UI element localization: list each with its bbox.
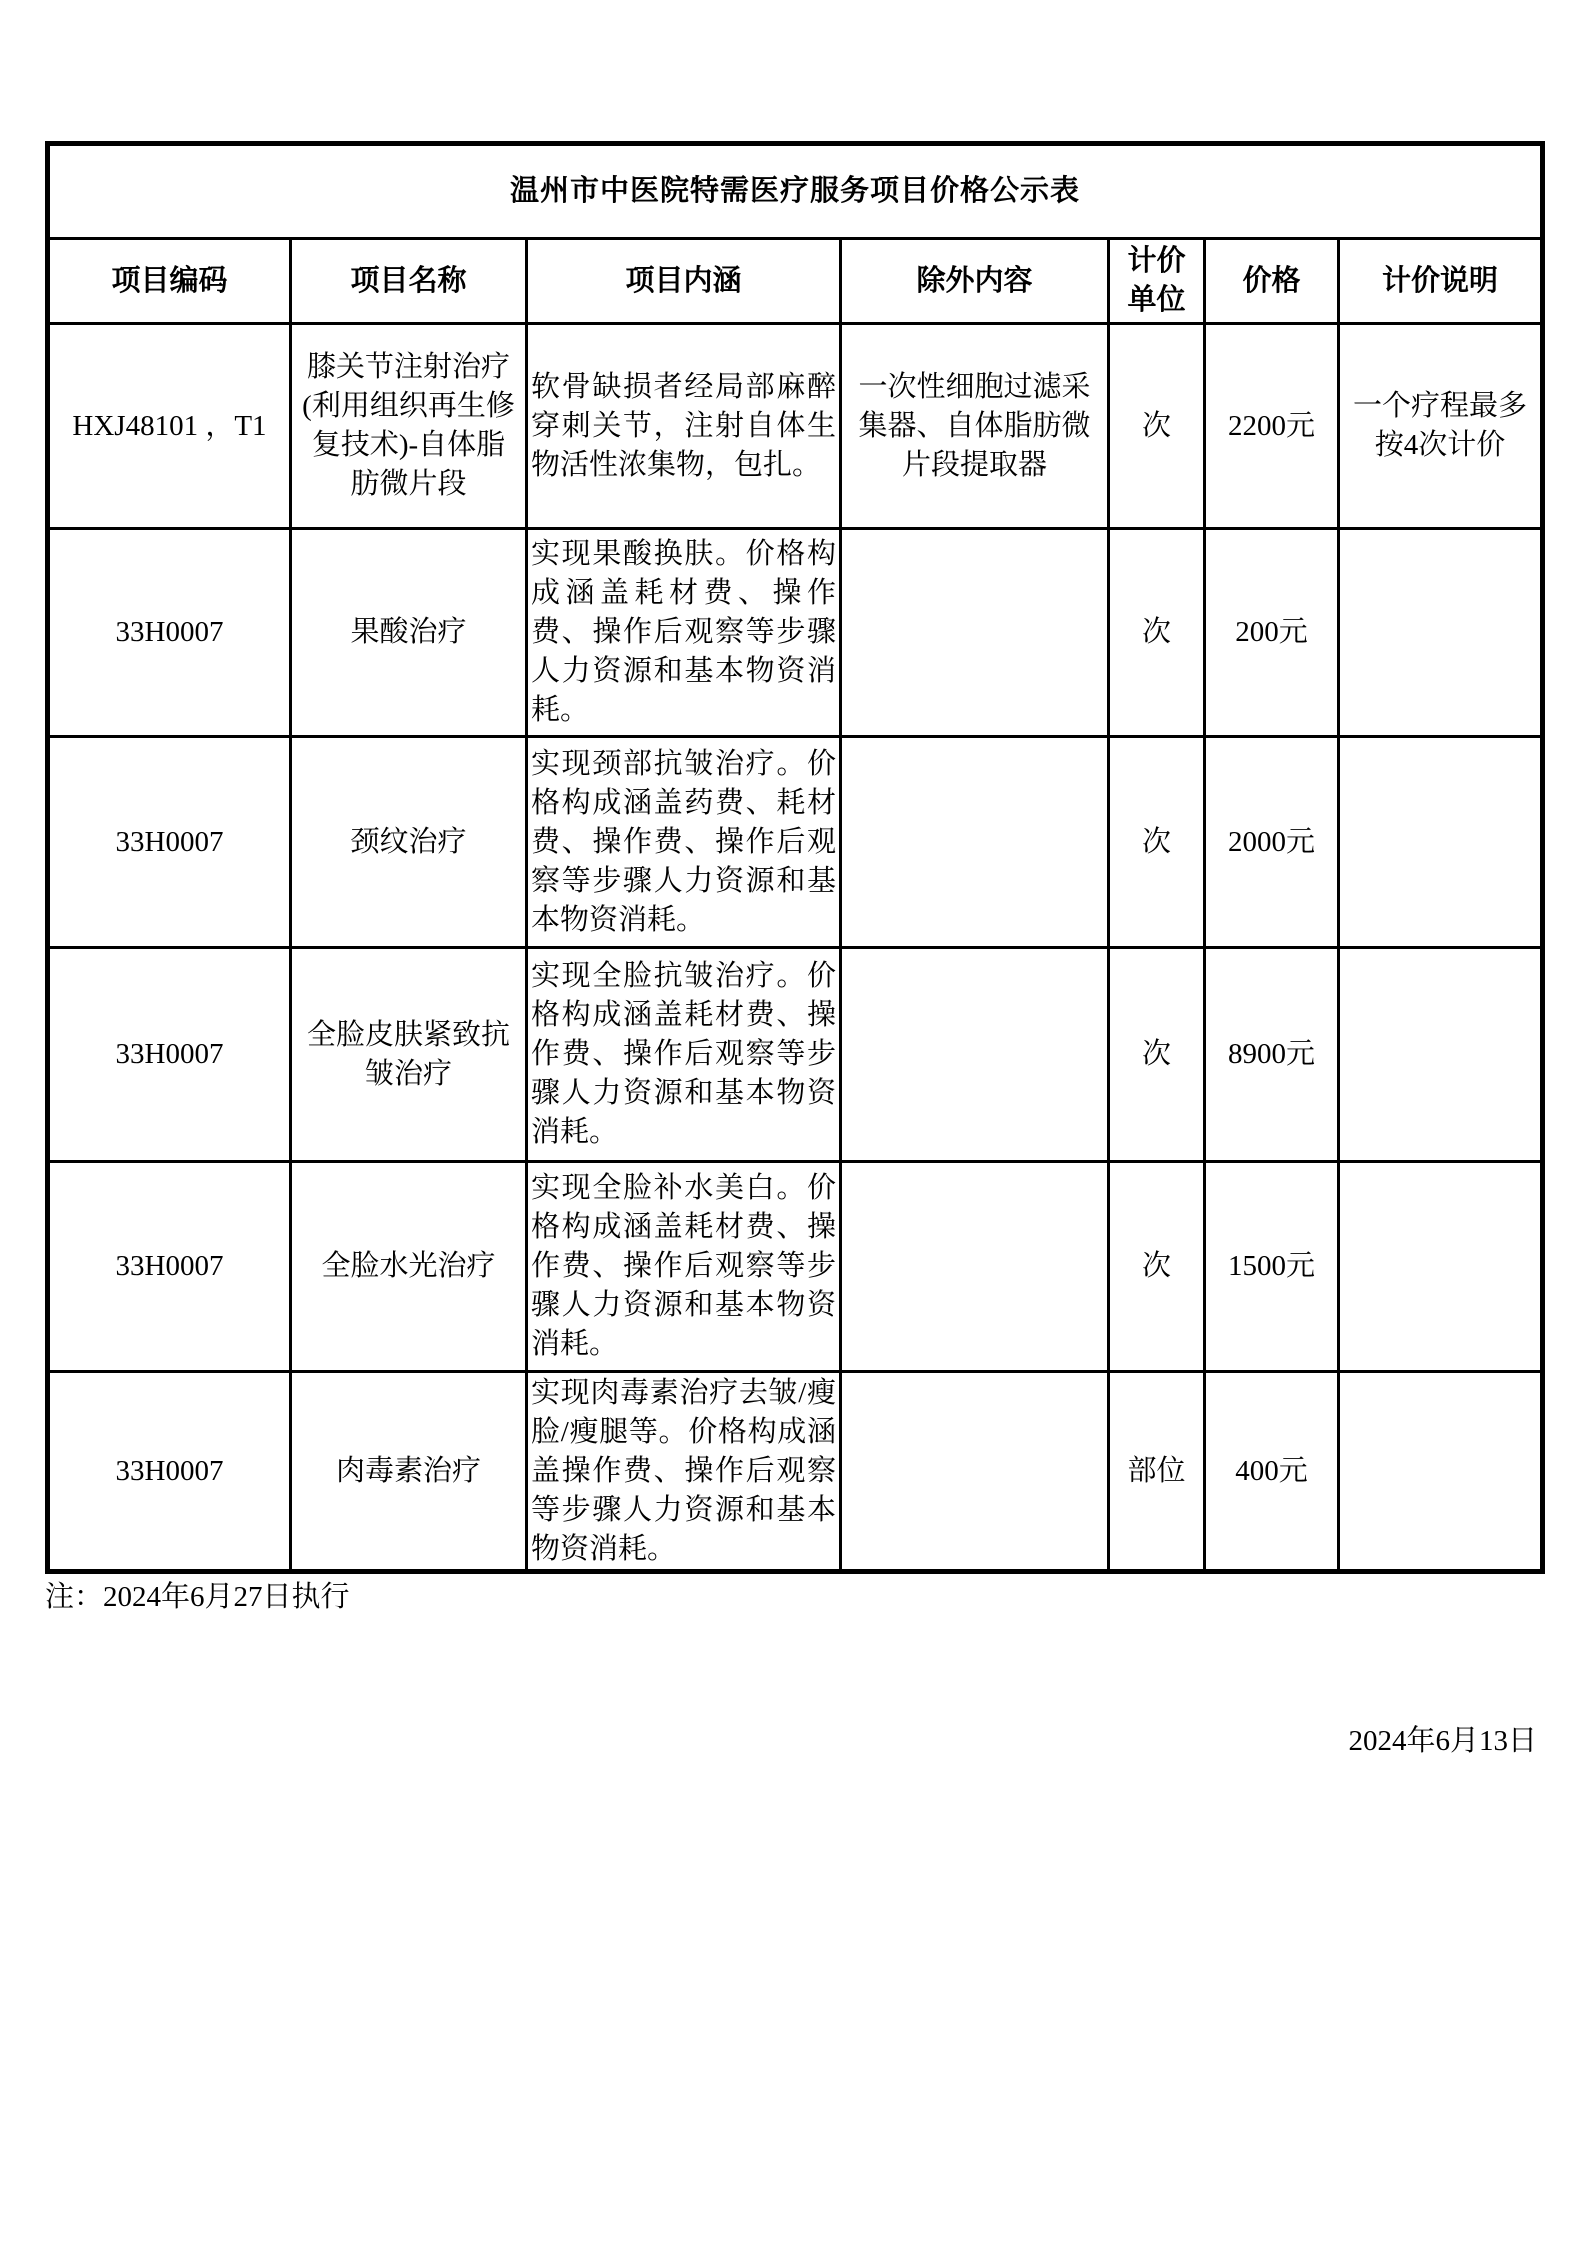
column-header-code: 项目编码 [48,239,291,324]
column-header-unit: 计价单位 [1109,239,1205,324]
table-row [48,1372,1543,1572]
cell-price: 400元 [1205,1372,1339,1572]
cell-unit: 次 [1109,324,1205,529]
cell-content: 实现果酸换肤。价格构成涵盖耗材费、操作费、操作后观察等步骤人力资源和基本物资消耗。 [527,529,841,737]
table-row [48,529,1543,737]
cell-content: 实现肉毒素治疗去皱/瘦脸/瘦腿等。价格构成涵盖操作费、操作后观察等步骤人力资源和基本物资消耗。 [527,1372,841,1572]
cell-name: 全脸皮肤紧致抗皱治疗 [291,948,527,1162]
cell-pricing-note [1339,1372,1543,1572]
cell-unit: 次 [1109,948,1205,1162]
publish-date: 2024年6月13日 [1348,1725,1537,1757]
column-header-name: 项目名称 [291,239,527,324]
cell-exclusion [841,529,1109,737]
table-row [48,324,1543,529]
column-header-exclusion: 除外内容 [841,239,1109,324]
table-row [48,1162,1543,1372]
execution-note: 注：2024年6月27日执行 [45,1581,350,1613]
column-header-price: 价格 [1205,239,1339,324]
column-header-content: 项目内涵 [527,239,841,324]
cell-exclusion [841,1372,1109,1572]
cell-price: 2000元 [1205,737,1339,948]
cell-pricing-note [1339,948,1543,1162]
cell-code: 33H0007 [48,1162,291,1372]
cell-name: 肉毒素治疗 [291,1372,527,1572]
cell-name: 膝关节注射治疗(利用组织再生修复技术)-自体脂肪微片段 [291,324,527,529]
table-row [48,737,1543,948]
cell-content: 实现全脸补水美白。价格构成涵盖耗材费、操作费、操作后观察等步骤人力资源和基本物资消耗。 [527,1162,841,1372]
cell-price: 8900元 [1205,948,1339,1162]
cell-unit: 次 [1109,529,1205,737]
price-table [45,141,1545,1574]
table-title: 温州市中医院特需医疗服务项目价格公示表 [48,144,1543,239]
cell-code: 33H0007 [48,1372,291,1572]
cell-pricing-note [1339,529,1543,737]
cell-exclusion: 一次性细胞过滤采集器、自体脂肪微片段提取器 [841,324,1109,529]
cell-pricing-note [1339,1162,1543,1372]
cell-name: 全脸水光治疗 [291,1162,527,1372]
cell-content: 实现全脸抗皱治疗。价格构成涵盖耗材费、操作费、操作后观察等步骤人力资源和基本物资消耗。 [527,948,841,1162]
cell-unit: 次 [1109,1162,1205,1372]
cell-unit: 部位 [1109,1372,1205,1572]
table-header-row [48,239,1543,324]
cell-content: 软骨缺损者经局部麻醉穿刺关节，注射自体生物活性浓集物，包扎。 [527,324,841,529]
cell-price: 1500元 [1205,1162,1339,1372]
cell-code: 33H0007 [48,737,291,948]
cell-pricing-note [1339,737,1543,948]
cell-name: 颈纹治疗 [291,737,527,948]
cell-code: HXJ48101 ，T1 [48,324,291,529]
cell-content: 实现颈部抗皱治疗。价格构成涵盖药费、耗材费、操作费、操作后观察等步骤人力资源和基本物资消耗。 [527,737,841,948]
cell-price: 2200元 [1205,324,1339,529]
cell-code: 33H0007 [48,529,291,737]
table-row [48,948,1543,1162]
cell-price: 200元 [1205,529,1339,737]
table-title-row [48,144,1543,239]
cell-pricing-note: 一个疗程最多按4次计价 [1339,324,1543,529]
cell-code: 33H0007 [48,948,291,1162]
cell-unit: 次 [1109,737,1205,948]
cell-exclusion [841,948,1109,1162]
cell-exclusion [841,737,1109,948]
cell-name: 果酸治疗 [291,529,527,737]
cell-exclusion [841,1162,1109,1372]
column-header-pricing-note: 计价说明 [1339,239,1543,324]
